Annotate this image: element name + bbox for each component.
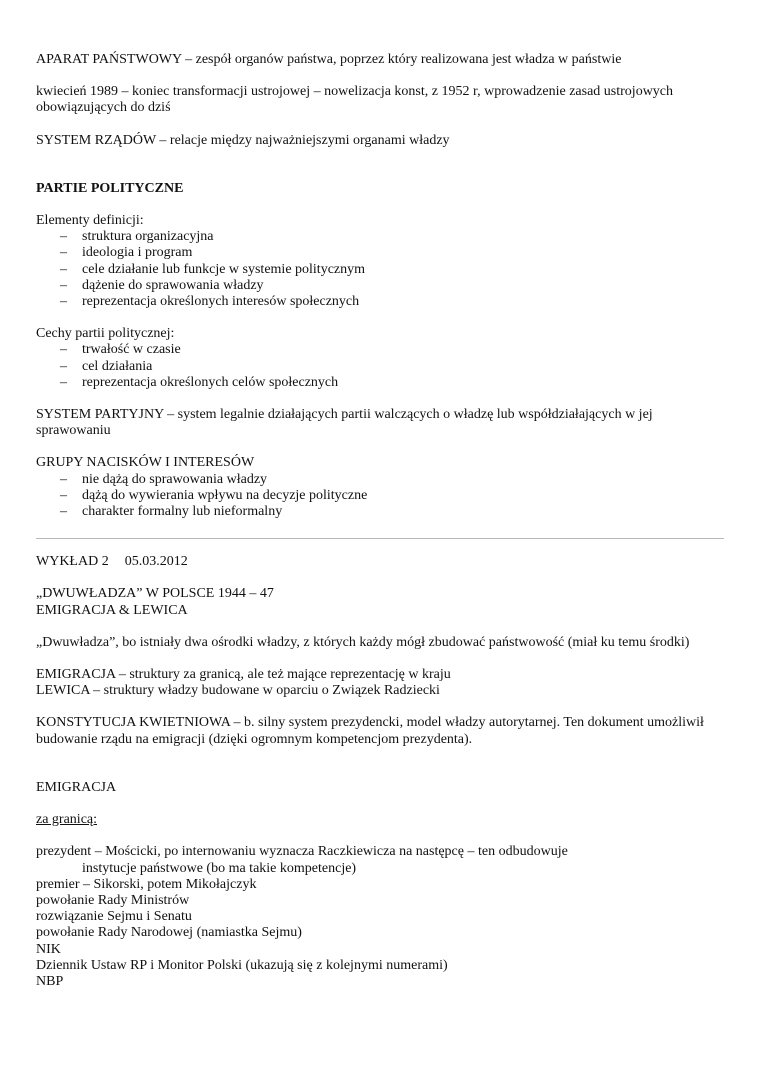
paragraph-state-apparatus: APARAT PAŃSTWOWY – zespół organów państwa, poprzez który realizowana jest władza w państwie [36,52,622,67]
heading-political-parties: PARTIE POLITYCZNE [36,180,184,196]
list-item: – trwałość w czasie [36,342,724,358]
groups-label: GRUPY NACISKÓW I INTERESÓW [36,455,255,471]
paragraph-emigration: EMIGRACJA – struktury za granicą, ale też mające reprezentację w kraju [36,667,451,683]
paragraph-party-system: SYSTEM PARTYJNY – system legalnie działających partii walczących o władzę lub współdziałających w jej sprawowaniu [36,407,653,439]
list-line: NBP [36,973,64,989]
list-item: – dążą do wywierania wpływu na decyzje polityczne [36,488,724,504]
list-item: – charakter formalny lub nieformalny [36,504,724,520]
list-item: – struktura organizacyjna [36,229,724,245]
list-item: – nie dążą do sprawowania władzy [36,472,724,488]
lecture-label: WYKŁAD 2 [36,554,109,570]
traits-list [36,342,724,391]
line-president-cont: instytucje państwowe (bo ma takie kompetencje) [82,860,357,876]
list-line: powołanie Rady Narodowej (namiastka Sejmu) [36,925,302,941]
subheading-abroad: za granicą: [36,812,98,828]
horizontal-divider [36,538,724,539]
paragraph-left: LEWICA – struktury władzy budowane w oparciu o Związek Radziecki [36,683,440,699]
list-item: – ideologia i program [36,245,724,261]
list-item: – cel działania [36,359,724,375]
heading-emigration-left: EMIGRACJA & LEWICA [36,602,188,618]
traits-label: Cechy partii politycznej: [36,326,175,342]
list-item: – reprezentacja określonych interesów społecznych [36,294,724,310]
groups-list [36,472,724,521]
list-line: NIK [36,941,61,957]
list-item: – dążenie do sprawowania władzy [36,278,724,294]
paragraph-government-system: SYSTEM RZĄDÓW – relacje między najważniejszymi organami władzy [36,132,450,148]
heading-emigration: EMIGRACJA [36,779,117,795]
paragraph-april-1989: kwiecień 1989 – koniec transformacji ustrojowej – nowelizacja konst, z 1952 r, wprowadzenie zasad ustrojowych obowiązujących do dziś [36,84,674,116]
line-president: prezydent – Mościcki, po internowaniu wyznacza Raczkiewicza na następcę – ten odbudowuje [36,844,568,860]
paragraph-april-constitution: KONSTYTUCJA KWIETNIOWA – b. silny system prezydencki, model władzy autorytarnej. Ten dokument umożliwił budowanie rządu na emigracji (dzięki ogromnym kompetencjom prezydenta). [36,715,704,747]
list-line: Dziennik Ustaw RP i Monitor Polski (ukazują się z kolejnymi numerami) [36,957,448,973]
paragraph-dual-power: „Dwuwładza”, bo istniały dwa ośrodki władzy, z których każdy mógł zbudować państwowość (miał ku temu środki) [36,634,690,650]
list-line: powołanie Rady Ministrów [36,892,190,908]
list-item: – cele działanie lub funkcje w systemie politycznym [36,262,724,278]
definition-label: Elementy definicji: [36,213,144,229]
definition-list [36,229,724,310]
list-line: premier – Sikorski, potem Mikołajczyk [36,876,257,892]
list-item: – reprezentacja określonych celów społecznych [36,375,724,391]
lecture-header [36,554,724,570]
heading-dual-power: „DWUWŁADZA” W POLSCE 1944 – 47 [36,586,274,602]
lecture-date: 05.03.2012 [124,554,188,570]
list-line: rozwiązanie Sejmu i Senatu [36,909,192,925]
